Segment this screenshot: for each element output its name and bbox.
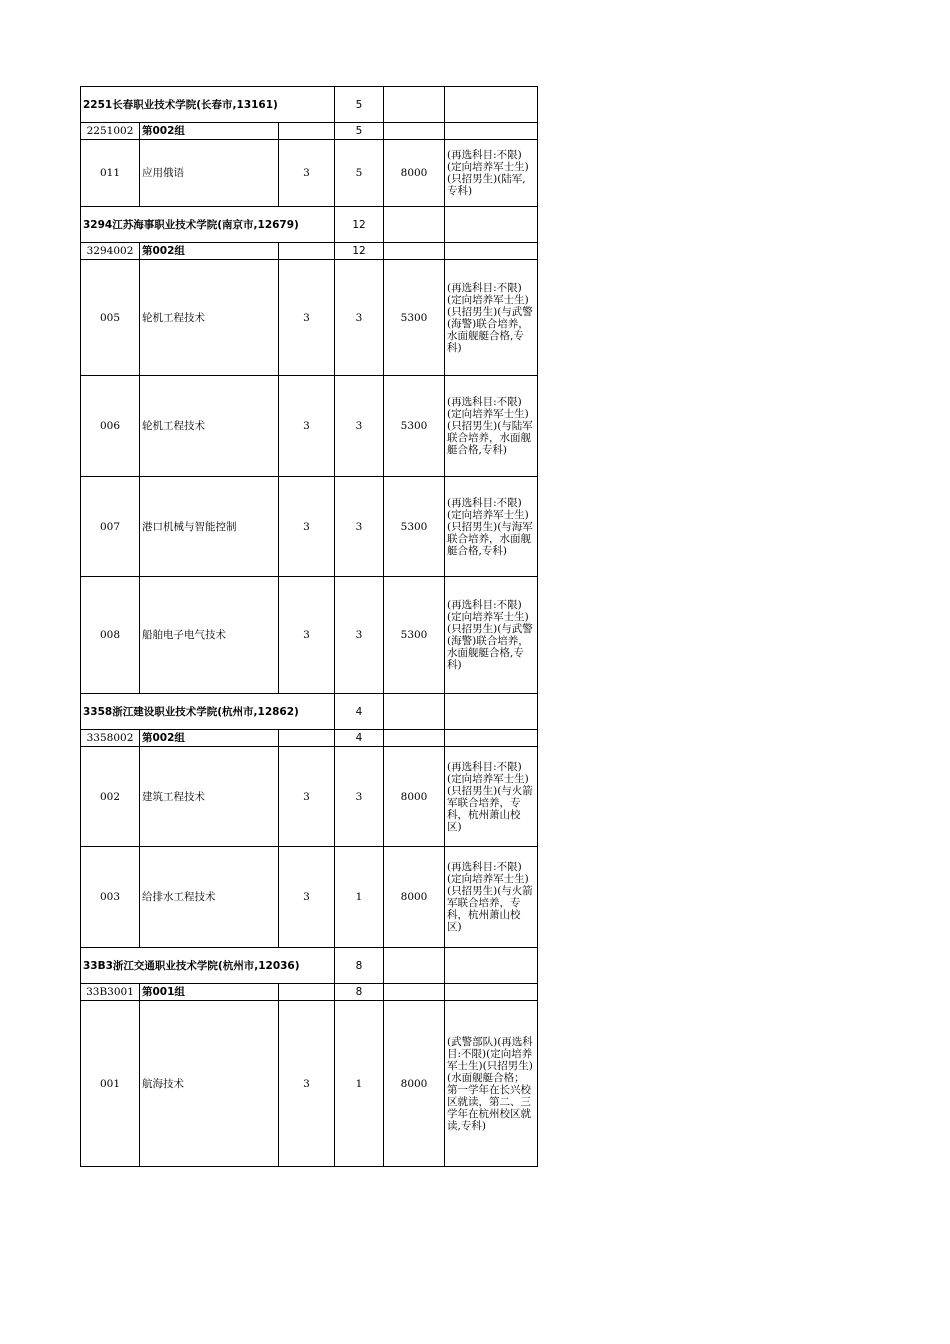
- group-code: 3358002: [81, 730, 140, 747]
- group-row: [81, 730, 538, 747]
- group-row: [81, 984, 538, 1001]
- major-name: 轮机工程技术: [140, 376, 279, 477]
- group-name: 第002组: [140, 123, 279, 140]
- group-years-cell: [279, 730, 335, 747]
- group-note-cell: [445, 984, 538, 1001]
- school-fee-cell: [384, 948, 445, 984]
- major-plan: 1: [335, 1001, 384, 1167]
- major-row: [81, 1001, 538, 1167]
- group-row: [81, 243, 538, 260]
- school-title: 3358浙江建设职业技术学院(杭州市,12862): [81, 694, 335, 730]
- major-name: 港口机械与智能控制: [140, 477, 279, 577]
- major-fee: 8000: [384, 747, 445, 847]
- school-plan-count: 5: [335, 87, 384, 123]
- major-row: [81, 477, 538, 577]
- major-years: 3: [279, 477, 335, 577]
- major-fee: 8000: [384, 847, 445, 948]
- major-code: 003: [81, 847, 140, 948]
- major-name: 轮机工程技术: [140, 260, 279, 376]
- major-code: 005: [81, 260, 140, 376]
- group-fee-cell: [384, 984, 445, 1001]
- major-note: (武警部队)(再选科目:不限)(定向培养军士生)(只招男生)(水面舰艇合格；第一学年在长兴校区就读，第二、三学年在杭州校区就读,专科): [445, 1001, 538, 1167]
- major-note: (再选科目:不限)(定向培养军士生)(只招男生)(与海军联合培养，水面舰艇合格,专科): [445, 477, 538, 577]
- group-note-cell: [445, 730, 538, 747]
- major-name: 航海技术: [140, 1001, 279, 1167]
- group-plan-count: 12: [335, 243, 384, 260]
- major-row: [81, 260, 538, 376]
- group-fee-cell: [384, 730, 445, 747]
- major-years: 3: [279, 847, 335, 948]
- group-fee-cell: [384, 243, 445, 260]
- major-years: 3: [279, 577, 335, 694]
- major-plan: 1: [335, 847, 384, 948]
- major-plan: 3: [335, 577, 384, 694]
- major-years: 3: [279, 747, 335, 847]
- major-row: [81, 577, 538, 694]
- major-note: (再选科目:不限)(定向培养军士生)(只招男生)(与火箭军联合培养，专科，杭州萧山校区): [445, 847, 538, 948]
- major-code: 008: [81, 577, 140, 694]
- major-code: 011: [81, 140, 140, 207]
- major-plan: 5: [335, 140, 384, 207]
- major-note: (再选科目:不限)(定向培养军士生)(只招男生)(陆军,专科): [445, 140, 538, 207]
- group-name: 第001组: [140, 984, 279, 1001]
- group-years-cell: [279, 243, 335, 260]
- group-code: 33B3001: [81, 984, 140, 1001]
- major-row: [81, 140, 538, 207]
- major-name: 船舶电子电气技术: [140, 577, 279, 694]
- group-code: 2251002: [81, 123, 140, 140]
- major-row: [81, 847, 538, 948]
- major-fee: 8000: [384, 1001, 445, 1167]
- major-plan: 3: [335, 477, 384, 577]
- school-title: 3294江苏海事职业技术学院(南京市,12679): [81, 207, 335, 243]
- major-code: 001: [81, 1001, 140, 1167]
- major-code: 007: [81, 477, 140, 577]
- school-row: [81, 207, 538, 243]
- major-plan: 3: [335, 747, 384, 847]
- major-note: (再选科目:不限)(定向培养军士生)(只招男生)(与陆军联合培养，水面舰艇合格,专科): [445, 376, 538, 477]
- major-fee: 5300: [384, 477, 445, 577]
- group-note-cell: [445, 243, 538, 260]
- group-years-cell: [279, 984, 335, 1001]
- group-name: 第002组: [140, 243, 279, 260]
- major-fee: 5300: [384, 260, 445, 376]
- major-years: 3: [279, 376, 335, 477]
- major-name: 建筑工程技术: [140, 747, 279, 847]
- group-years-cell: [279, 123, 335, 140]
- school-plan-count: 12: [335, 207, 384, 243]
- major-note: (再选科目:不限)(定向培养军士生)(只招男生)(与武警(海警)联合培养，水面舰艇合格,专科): [445, 260, 538, 376]
- school-row: [81, 694, 538, 730]
- major-row: [81, 747, 538, 847]
- school-row: [81, 948, 538, 984]
- major-fee: 8000: [384, 140, 445, 207]
- admission-plan-table: [80, 86, 538, 1167]
- school-plan-count: 8: [335, 948, 384, 984]
- major-code: 006: [81, 376, 140, 477]
- group-code: 3294002: [81, 243, 140, 260]
- major-years: 3: [279, 260, 335, 376]
- major-plan: 3: [335, 376, 384, 477]
- group-fee-cell: [384, 123, 445, 140]
- table-body: [81, 87, 538, 1167]
- group-plan-count: 4: [335, 730, 384, 747]
- major-note: (再选科目:不限)(定向培养军士生)(只招男生)(与武警(海警)联合培养，水面舰艇合格,专科): [445, 577, 538, 694]
- school-fee-cell: [384, 207, 445, 243]
- major-name: 应用俄语: [140, 140, 279, 207]
- school-note-cell: [445, 948, 538, 984]
- major-code: 002: [81, 747, 140, 847]
- school-title: 2251长春职业技术学院(长春市,13161): [81, 87, 335, 123]
- major-row: [81, 376, 538, 477]
- group-name: 第002组: [140, 730, 279, 747]
- major-years: 3: [279, 140, 335, 207]
- group-row: [81, 123, 538, 140]
- school-plan-count: 4: [335, 694, 384, 730]
- major-plan: 3: [335, 260, 384, 376]
- group-note-cell: [445, 123, 538, 140]
- group-plan-count: 5: [335, 123, 384, 140]
- school-row: [81, 87, 538, 123]
- major-years: 3: [279, 1001, 335, 1167]
- school-title: 33B3浙江交通职业技术学院(杭州市,12036): [81, 948, 335, 984]
- major-name: 给排水工程技术: [140, 847, 279, 948]
- school-fee-cell: [384, 87, 445, 123]
- school-note-cell: [445, 207, 538, 243]
- major-note: (再选科目:不限)(定向培养军士生)(只招男生)(与火箭军联合培养，专科，杭州萧山校区): [445, 747, 538, 847]
- major-fee: 5300: [384, 577, 445, 694]
- school-note-cell: [445, 694, 538, 730]
- major-fee: 5300: [384, 376, 445, 477]
- school-note-cell: [445, 87, 538, 123]
- school-fee-cell: [384, 694, 445, 730]
- group-plan-count: 8: [335, 984, 384, 1001]
